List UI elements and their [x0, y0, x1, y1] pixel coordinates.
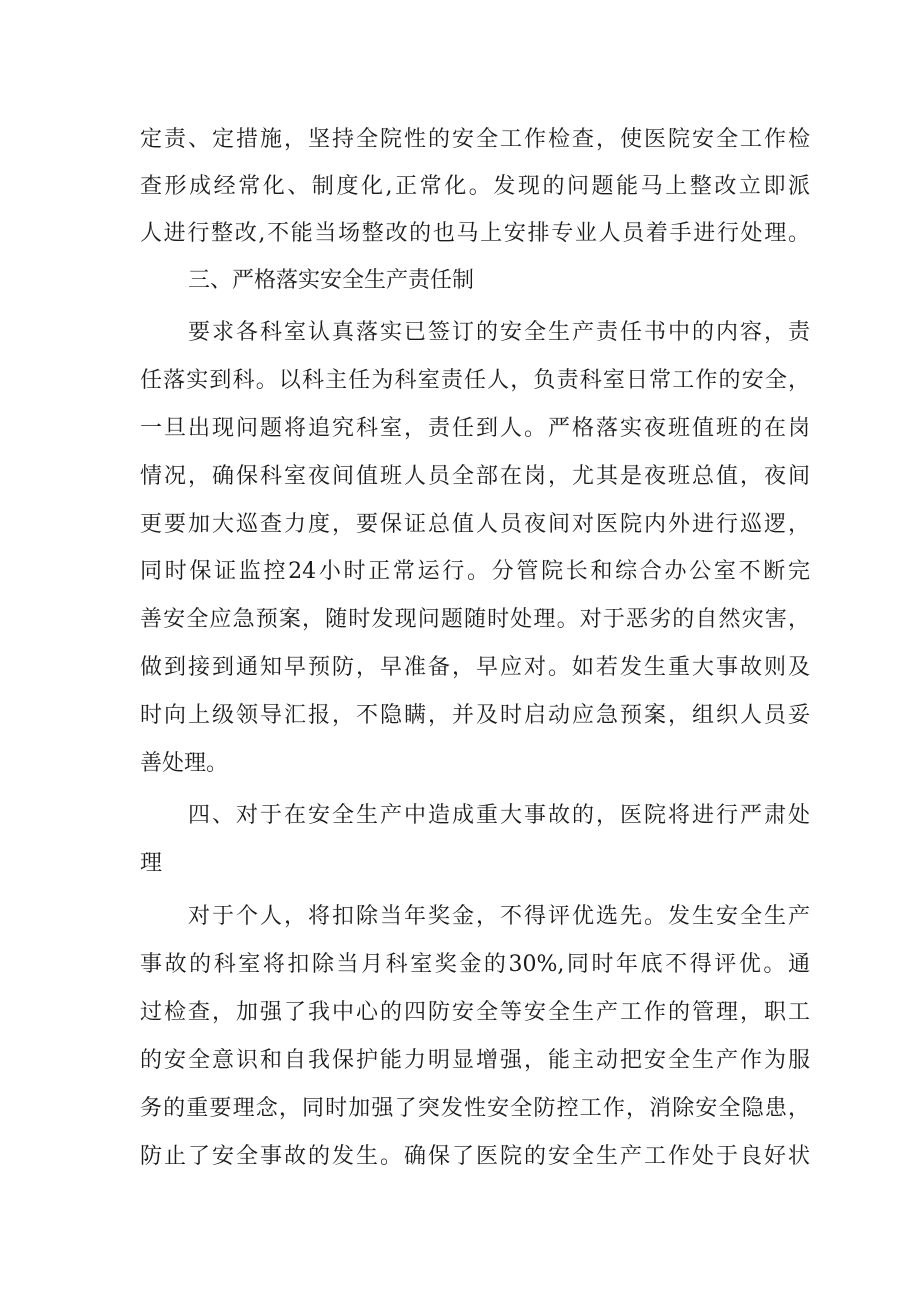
text-line: 定责、定措施，坚持全院性的安全工作检查，使医院安全工作检 — [140, 127, 810, 152]
text-line: 的安全意识和自我保护能力明显增强，能主动把安全生产作为服 — [140, 1048, 810, 1073]
text-line: 过检查，加强了我中心的四防安全等安全生产工作的管理，职工 — [140, 1000, 810, 1025]
text-line: 时向上级领导汇报，不隐瞒，并及时启动应急预案，组织人员妥 — [140, 703, 810, 728]
text-line: 对于个人，将扣除当年奖金，不得评优选先。发生安全生产 — [188, 904, 810, 929]
text-line: 更要加大巡查力度，要保证总值人员夜间对医院内外进行巡逻， — [140, 512, 810, 537]
text-line: 防止了安全事故的发生。确保了医院的安全生产工作处于良好状 — [140, 1144, 810, 1169]
section-heading: 理 — [140, 851, 163, 876]
text-line: 情况，确保科室夜间值班人员全部在岗，尤其是夜班总值，夜间 — [140, 464, 810, 489]
text-line: 务的重要理念，同时加强了突发性安全防控工作，消除安全隐患， — [140, 1096, 810, 1121]
text-line: 做到接到通知早预防，早准备，早应对。如若发生重大事故则及 — [140, 655, 810, 680]
text-line: 一旦出现问题将追究科室，责任到人。严格落实夜班值班的在岗 — [140, 416, 810, 441]
text-line: 事故的科室将扣除当月科室奖金的30%,同时年底不得评优。通 — [140, 952, 810, 977]
section-heading: 四、对于在安全生产中造成重大事故的，医院将进行严肃处 — [188, 803, 810, 828]
text-line: 查形成经常化、制度化,正常化。发现的问题能马上整改立即派 — [140, 174, 810, 199]
text-line: 要求各科室认真落实已签订的安全生产责任书中的内容，责 — [188, 320, 810, 345]
text-line: 同时保证监控24小时正常运行。分管院长和综合办公室不断完 — [140, 559, 810, 584]
text-line: 任落实到科。以科主任为科室责任人，负责科室日常工作的安全， — [140, 368, 810, 393]
text-line: 善处理。 — [140, 751, 229, 776]
text-line: 人进行整改,不能当场整改的也马上安排专业人员着手进行处理。 — [140, 221, 810, 246]
section-heading: 三、严格落实安全生产责任制 — [188, 268, 475, 293]
text-line: 善安全应急预案，随时发现问题随时处理。对于恶劣的自然灾害， — [140, 607, 810, 632]
